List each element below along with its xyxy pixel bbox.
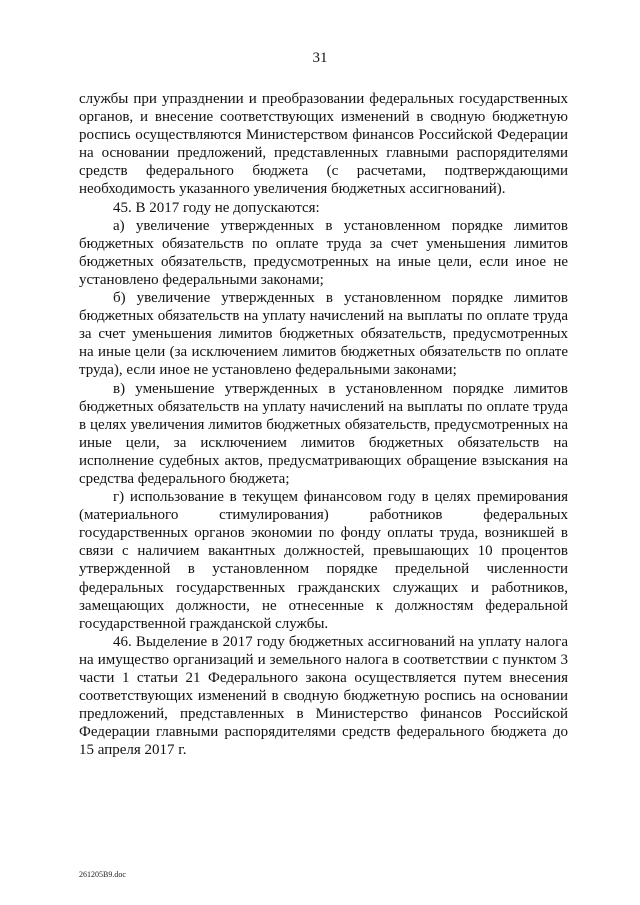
paragraph-45-item-v: в) уменьшение утвержденных в установленном порядке лимитов бюджетных обязательств на уплату начислений на выплаты по оплате труда в целях увеличения лимитов бюджетных обязательств, предусмотренных на иные цели, за исключением лимитов бюджетных обязательств на исполнение судебных актов, предусматривающих обращение взыскания на средства федерального бюджета; [79, 380, 568, 487]
paragraph-46: 46. Выделение в 2017 году бюджетных ассигнований на уплату налога на имущество организаций и земельного налога в соответствии с пунктом 3 части 1 статьи 21 Федерального закона осуществляется путем внесения соответствующих изменений в сводную бюджетную роспись на основании предложений, представленных в Министерство финансов Российской Федерации главными распорядителями средств федерального бюджета до 15 апреля 2017 г. [79, 633, 568, 759]
page-number: 31 [312, 50, 328, 66]
paragraph-45-item-g: г) использование в текущем финансовом году в целях премирования (материального стимулирования) работников федеральных государственных органов экономии по фонду оплаты труда, возникшей в связи с наличием вакантных должностей, превышающих 10 процентов утвержденной в установленном порядке предельной численности федеральных государственных гражданских служащих и работников, замещающих должности, не отнесенные к должностям федеральной государственной гражданской службы. [79, 489, 568, 632]
paragraph-continuation: службы при упразднении и преобразовании федеральных государственных органов, и внесение соответствующих изменений в сводную бюджетную роспись осуществляются Министерством финансов Российской Федерации на основании предложений, представленных главными распорядителями средств федерального бюджета (с расчетами, подтверждающими необходимость указанного увеличения бюджетных ассигнований). [79, 91, 568, 198]
paragraph-45-heading: 45. В 2017 году не допускаются: [113, 199, 320, 216]
document-body [79, 90, 568, 759]
paragraph-45-item-a: а) увеличение утвержденных в установленном порядке лимитов бюджетных обязательств по оплате труда за счет уменьшения лимитов бюджетных обязательств, предусмотренных на иные цели, если иное не установлено федеральными законами; [79, 217, 568, 288]
footer-document-code: 261205B9.doc [79, 870, 126, 879]
paragraph-45-item-b: б) увеличение утвержденных в установленном порядке лимитов бюджетных обязательств на уплату начислений на выплаты по оплате труда за счет уменьшения лимитов бюджетных обязательств, предусмотренных на иные цели (за исключением лимитов бюджетных обязательств по оплате труда), если иное не установлено федеральными законами; [79, 290, 568, 379]
